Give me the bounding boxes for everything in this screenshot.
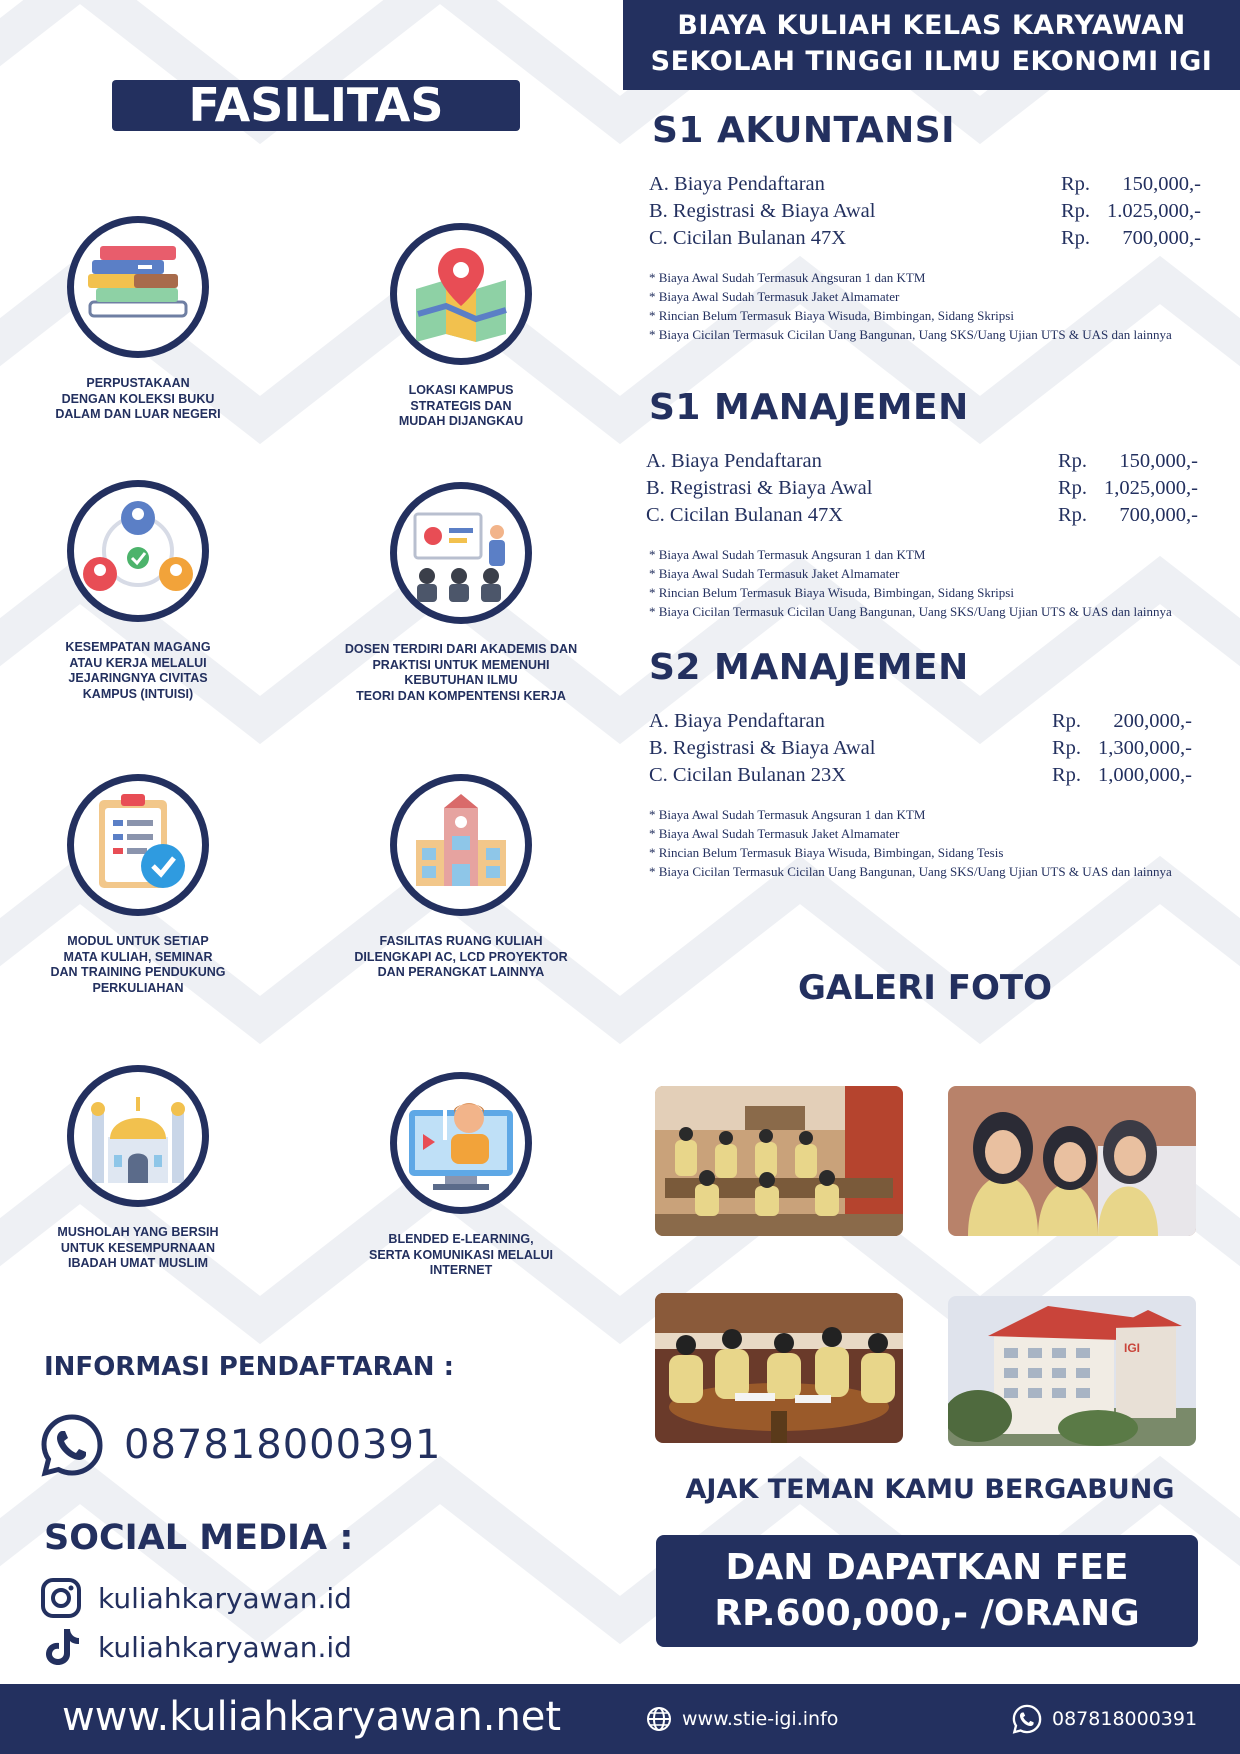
fee-row <box>649 708 1240 735</box>
fee-value: 1.025,000,- <box>1107 200 1201 222</box>
fee-currency: Rp. <box>1061 200 1091 222</box>
fee-label: C. Cicilan Bulanan 47X <box>649 227 847 249</box>
fee-note: * Biaya Awal Sudah Termasuk Jaket Almamater <box>649 566 900 581</box>
building-sign: IGI <box>1124 1341 1141 1355</box>
referral-line-2: RP.600,000,- /ORANG <box>714 1593 1140 1634</box>
fee-label: B. Registrasi & Biaya Awal <box>649 200 876 222</box>
footer-web-text: www.stie-igi.info <box>682 1708 839 1730</box>
fee-row <box>649 198 1240 225</box>
referral-fee-box <box>656 1535 1198 1647</box>
discussion-photo <box>655 1293 903 1443</box>
globe-icon <box>646 1706 672 1732</box>
fee-list <box>649 708 1240 789</box>
whatsapp-icon <box>1012 1704 1042 1734</box>
fee-row <box>649 762 1240 789</box>
fee-currency: Rp. <box>1058 450 1088 472</box>
fee-value: 200,000,- <box>1113 710 1192 732</box>
social-title: SOCIAL MEDIA : <box>44 1518 354 1558</box>
fee-note: * Biaya Cicilan Termasuk Cicilan Uang Bangunan, Uang SKS/Uang Ujian UTS & UAS dan lainnya <box>649 604 1172 619</box>
fee-currency: Rp. <box>1061 227 1091 249</box>
fee-note: * Biaya Awal Sudah Termasuk Angsuran 1 dan KTM <box>649 807 926 822</box>
phone-number: 087818000391 <box>124 1422 442 1468</box>
facility-network-caption: KESEMPATAN MAGANG ATAU KERJA MELALUI JEJARINGNYA CIVITAS KAMPUS (INTUISI) <box>65 640 211 701</box>
fee-row <box>646 502 1240 529</box>
fee-note: * Biaya Awal Sudah Termasuk Angsuran 1 dan KTM <box>649 547 926 562</box>
phone-contact[interactable] <box>40 1413 441 1477</box>
fee-value: 150,000,- <box>1122 173 1201 195</box>
footer-bar <box>0 1684 1240 1754</box>
fasilitas-title: FASILITAS <box>112 80 520 131</box>
clipboard-check-icon <box>67 774 209 916</box>
tiktok-link[interactable] <box>40 1626 352 1668</box>
footer-phone-text: 087818000391 <box>1052 1708 1198 1730</box>
fee-label: C. Cicilan Bulanan 47X <box>646 504 844 526</box>
fee-row <box>649 225 1240 252</box>
header-line-2: SEKOLAH TINGGI ILMU EKONOMI IGI <box>650 46 1213 77</box>
fee-list <box>649 171 1240 252</box>
whatsapp-icon <box>40 1413 104 1477</box>
fee-notes <box>649 545 1240 621</box>
facility-classroom-caption: FASILITAS RUANG KULIAH DILENGKAPI AC, LCD PROYEKTOR DAN PERANGKAT LAINNYA <box>354 934 568 979</box>
fee-note: * Rincian Belum Termasuk Biaya Wisuda, Bimbingan, Sidang Skripsi <box>649 308 1014 323</box>
facility-mosque-caption: MUSHOLAH YANG BERSIH UNTUK KESEMPURNAAN IBADAH UMAT MUSLIM <box>57 1225 219 1270</box>
fee-value: 700,000,- <box>1119 504 1198 526</box>
facility-lecturers-caption: DOSEN TERDIRI DARI AKADEMIS DAN PRAKTISI UNTUK MEMENUHI KEBUTUHAN ILMU TEORI DAN KOMPENTENSI KERJA <box>344 642 578 703</box>
facility-library <box>0 216 288 423</box>
referral-heading: AJAK TEMAN KAMU BERGABUNG <box>685 1474 1175 1505</box>
students-photo <box>948 1086 1196 1236</box>
facility-mosque <box>0 1065 288 1272</box>
building-icon <box>390 774 532 916</box>
program-title: S1 MANAJEMEN <box>649 387 969 428</box>
network-people-icon <box>67 480 209 622</box>
instagram-link[interactable] <box>40 1577 352 1619</box>
instagram-handle: kuliahkaryawan.id <box>98 1581 352 1615</box>
fee-note: * Rincian Belum Termasuk Biaya Wisuda, Bimbingan, Sidang Skripsi <box>649 585 1014 600</box>
fee-currency: Rp. <box>1052 764 1082 786</box>
fee-note: * Biaya Awal Sudah Termasuk Angsuran 1 dan KTM <box>649 270 926 285</box>
facility-location <box>311 223 611 430</box>
presentation-icon <box>390 482 532 624</box>
fee-currency: Rp. <box>1058 477 1088 499</box>
program-s1-manajemen <box>646 387 1240 621</box>
fee-notes <box>649 268 1240 344</box>
tiktok-icon <box>40 1626 82 1668</box>
fee-value: 1,300,000,- <box>1098 737 1192 759</box>
fee-note: * Biaya Cicilan Termasuk Cicilan Uang Bangunan, Uang SKS/Uang Ujian UTS & UAS dan lainnya <box>649 864 1172 879</box>
footer-site-link[interactable]: www.kuliahkaryawan.net <box>62 1694 562 1740</box>
facility-lecturers <box>311 482 611 704</box>
fee-label: C. Cicilan Bulanan 23X <box>649 764 847 786</box>
info-title: INFORMASI PENDAFTARAN : <box>44 1352 454 1382</box>
fee-list <box>646 448 1240 529</box>
fee-note: * Biaya Awal Sudah Termasuk Jaket Almamater <box>649 826 900 841</box>
mosque-icon <box>67 1065 209 1207</box>
instagram-icon <box>40 1577 82 1619</box>
fee-label: A. Biaya Pendaftaran <box>649 173 825 195</box>
facility-modules <box>0 774 288 996</box>
fee-note: * Rincian Belum Termasuk Biaya Wisuda, Bimbingan, Sidang Tesis <box>649 845 1004 860</box>
fee-label: B. Registrasi & Biaya Awal <box>649 737 876 759</box>
referral-line-1: DAN DAPATKAN FEE <box>725 1547 1129 1588</box>
fee-value: 1,025,000,- <box>1104 477 1198 499</box>
header-banner <box>623 0 1240 90</box>
fee-value: 1,000,000,- <box>1098 764 1192 786</box>
program-s2-manajemen <box>649 647 1240 881</box>
header-line-1: BIAYA KULIAH KELAS KARYAWAN <box>677 10 1186 41</box>
footer-phone-link[interactable] <box>1012 1704 1197 1734</box>
facility-classroom <box>311 774 611 981</box>
map-pin-icon <box>390 223 532 365</box>
fee-notes <box>649 805 1240 881</box>
fee-note: * Biaya Cicilan Termasuk Cicilan Uang Bangunan, Uang SKS/Uang Ujian UTS & UAS dan lainnya <box>649 327 1172 342</box>
facility-network <box>0 480 288 702</box>
facility-library-caption: PERPUSTAKAAN DENGAN KOLEKSI BUKU DALAM DAN LUAR NEGERI <box>55 376 221 421</box>
galeri-title: GALERI FOTO <box>797 968 1052 1008</box>
fee-row <box>649 735 1240 762</box>
fee-label: B. Registrasi & Biaya Awal <box>646 477 873 499</box>
program-title: S2 MANAJEMEN <box>649 647 969 688</box>
campus-building-photo <box>948 1296 1196 1446</box>
fee-note: * Biaya Awal Sudah Termasuk Jaket Almamater <box>649 289 900 304</box>
facility-e-learning <box>311 1072 611 1279</box>
fee-row <box>646 448 1240 475</box>
program-s1-akuntansi <box>649 110 1240 344</box>
fee-label: A. Biaya Pendaftaran <box>649 710 825 732</box>
fee-currency: Rp. <box>1058 504 1088 526</box>
tiktok-handle: kuliahkaryawan.id <box>98 1630 352 1664</box>
books-icon <box>67 216 209 358</box>
fee-value: 150,000,- <box>1119 450 1198 472</box>
e-learning-icon <box>390 1072 532 1214</box>
footer-web-link[interactable] <box>646 1706 838 1732</box>
fee-currency: Rp. <box>1061 173 1091 195</box>
facility-location-caption: LOKASI KAMPUS STRATEGIS DAN MUDAH DIJANGKAU <box>398 383 524 428</box>
fee-row <box>649 171 1240 198</box>
fee-currency: Rp. <box>1052 710 1082 732</box>
fee-row <box>646 475 1240 502</box>
program-title: S1 AKUNTANSI <box>652 110 956 151</box>
facility-e-learning-caption: BLENDED E-LEARNING, SERTA KOMUNIKASI MELALUI INTERNET <box>368 1232 554 1277</box>
classroom-photo <box>655 1086 903 1236</box>
fee-label: A. Biaya Pendaftaran <box>646 450 822 472</box>
facility-modules-caption: MODUL UNTUK SETIAP MATA KULIAH, SEMINAR DAN TRAINING PENDUKUNG PERKULIAHAN <box>50 934 226 995</box>
fee-value: 700,000,- <box>1122 227 1201 249</box>
fee-currency: Rp. <box>1052 737 1082 759</box>
